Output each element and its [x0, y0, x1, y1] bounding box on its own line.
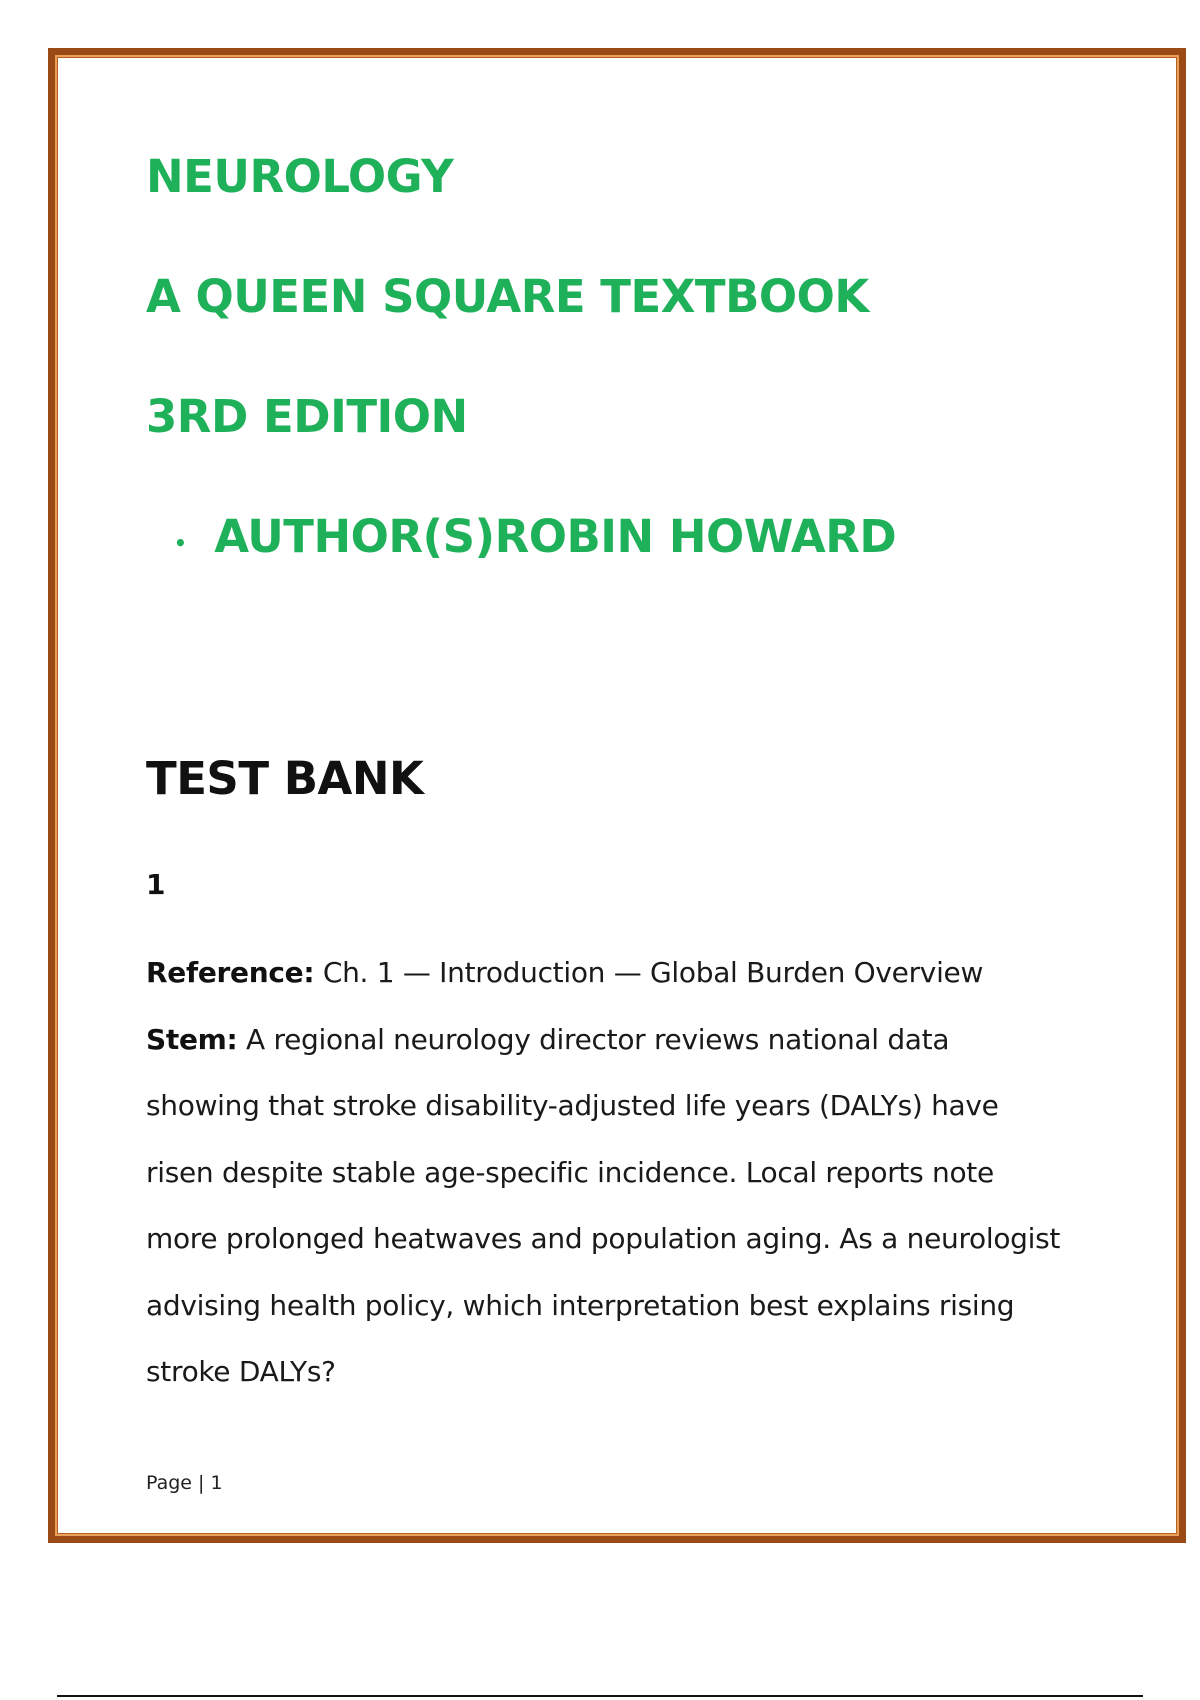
book-title: NEUROLOGY — [146, 150, 454, 203]
page-number-footer: Page | 1 — [146, 1472, 223, 1494]
book-edition: 3RD EDITION — [146, 390, 468, 443]
stem-label: Stem: — [146, 1022, 238, 1056]
question-body — [146, 940, 1066, 1406]
question-number: 1 — [146, 868, 166, 901]
bottom-divider — [57, 1695, 1143, 1697]
reference-label: Reference: — [146, 956, 315, 989]
section-heading: TEST BANK — [146, 752, 424, 805]
question-stem — [146, 1007, 1066, 1406]
stem-text: A regional neurology director reviews national data showing that stroke disability-adjusted life years (DALYs) have risen despite stable age-specific incidence. Local reports note more prolonged heatwaves and population aging. As a neurologist advising health policy, which interpretation best explains rising stroke DALYs? — [146, 1022, 1061, 1388]
question-reference — [146, 940, 1066, 1007]
author-name: AUTHOR(S)ROBIN HOWARD — [214, 510, 897, 563]
book-subtitle: A QUEEN SQUARE TEXTBOOK — [146, 270, 869, 323]
author-line — [174, 510, 896, 563]
reference-text: Ch. 1 — Introduction — Global Burden Overview — [314, 956, 984, 989]
bullet-icon: • — [174, 530, 187, 555]
